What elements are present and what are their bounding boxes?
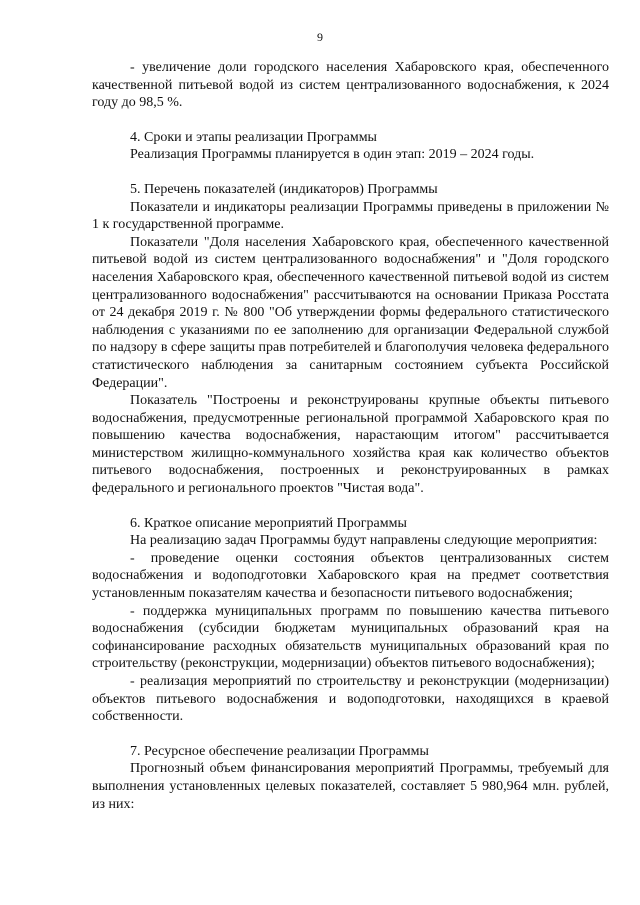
paragraph: - реализация мероприятий по строительству и реконструкции (модернизации) объектов питьевого водоснабжения и водоподготовки, находящихся в краевой собственности. bbox=[92, 674, 609, 725]
page-number: 9 bbox=[317, 30, 323, 44]
section-heading: 5. Перечень показателей (индикаторов) Программы bbox=[130, 181, 438, 197]
paragraph: Прогнозный объем финансирования мероприятий Программы, требуемый для выполнения установленных целевых показателей, составляет 5 980,964 млн. рублей, из них: bbox=[92, 761, 609, 812]
section-heading: 6. Краткое описание мероприятий Программы bbox=[130, 515, 407, 531]
paragraph: - поддержка муниципальных программ по повышению качества питьевого водоснабжения (субсидии бюджетам муниципальных образований края на софинансирование расходных обязательств муниципальных образований края по строительству (реконструкции, модернизации) объектов питьевого водоснабжения); bbox=[92, 603, 609, 672]
paragraph: Показатели и индикаторы реализации Программы приведены в приложении № 1 к государственной программе. bbox=[92, 199, 609, 233]
paragraph: - проведение оценки состояния объектов централизованных систем водоснабжения и водоподготовки Хабаровского края на предмет соответствия установленным показателям качества и безопасности питьевого водоснабжения; bbox=[92, 550, 609, 602]
document-body bbox=[92, 59, 609, 813]
paragraph: На реализацию задач Программы будут направлены следующие мероприятия: bbox=[130, 533, 598, 549]
paragraph: Показатели "Доля населения Хабаровского края, обеспеченного качественной питьевой водой из систем централизованного водоснабжения" и "Доля городского населения Хабаровского края, обеспеченного качественной питьевой водой из систем централизованного водоснабжения" рассчитываются на основании Приказа Росстата от 24 декабря 2019 г. № 800 "Об утверждении формы федерального статистического наблюдения с указаниями по ее заполнению для организации Федеральной службой по надзору в сфере защиты прав потребителей и благополучия человека федерального статистического наблюдения за санитарным состоянием субъекта Российской Федерации". bbox=[92, 234, 609, 391]
paragraph: Показатель "Построены и реконструированы крупные объекты питьевого водоснабжения, предусмотренные региональной программой Хабаровского края по повышению качества водоснабжения, нарастающим итогом" рассчитывается министерством жилищно-коммунального хозяйства края как количество объектов питьевого водоснабжения, построенных и реконструированных в рамках федерального и регионального проектов "Чистая вода". bbox=[92, 393, 609, 497]
section-heading: 7. Ресурсное обеспечение реализации Программы bbox=[130, 743, 429, 759]
section-heading: 4. Сроки и этапы реализации Программы bbox=[130, 129, 377, 145]
paragraph: Реализация Программы планируется в один этап: 2019 – 2024 годы. bbox=[130, 147, 535, 163]
paragraph: - увеличение доли городского населения Хабаровского края, обеспеченного качественной питьевой водой из систем централизованного водоснабжения, к 2024 году до 98,5 %. bbox=[92, 60, 609, 111]
